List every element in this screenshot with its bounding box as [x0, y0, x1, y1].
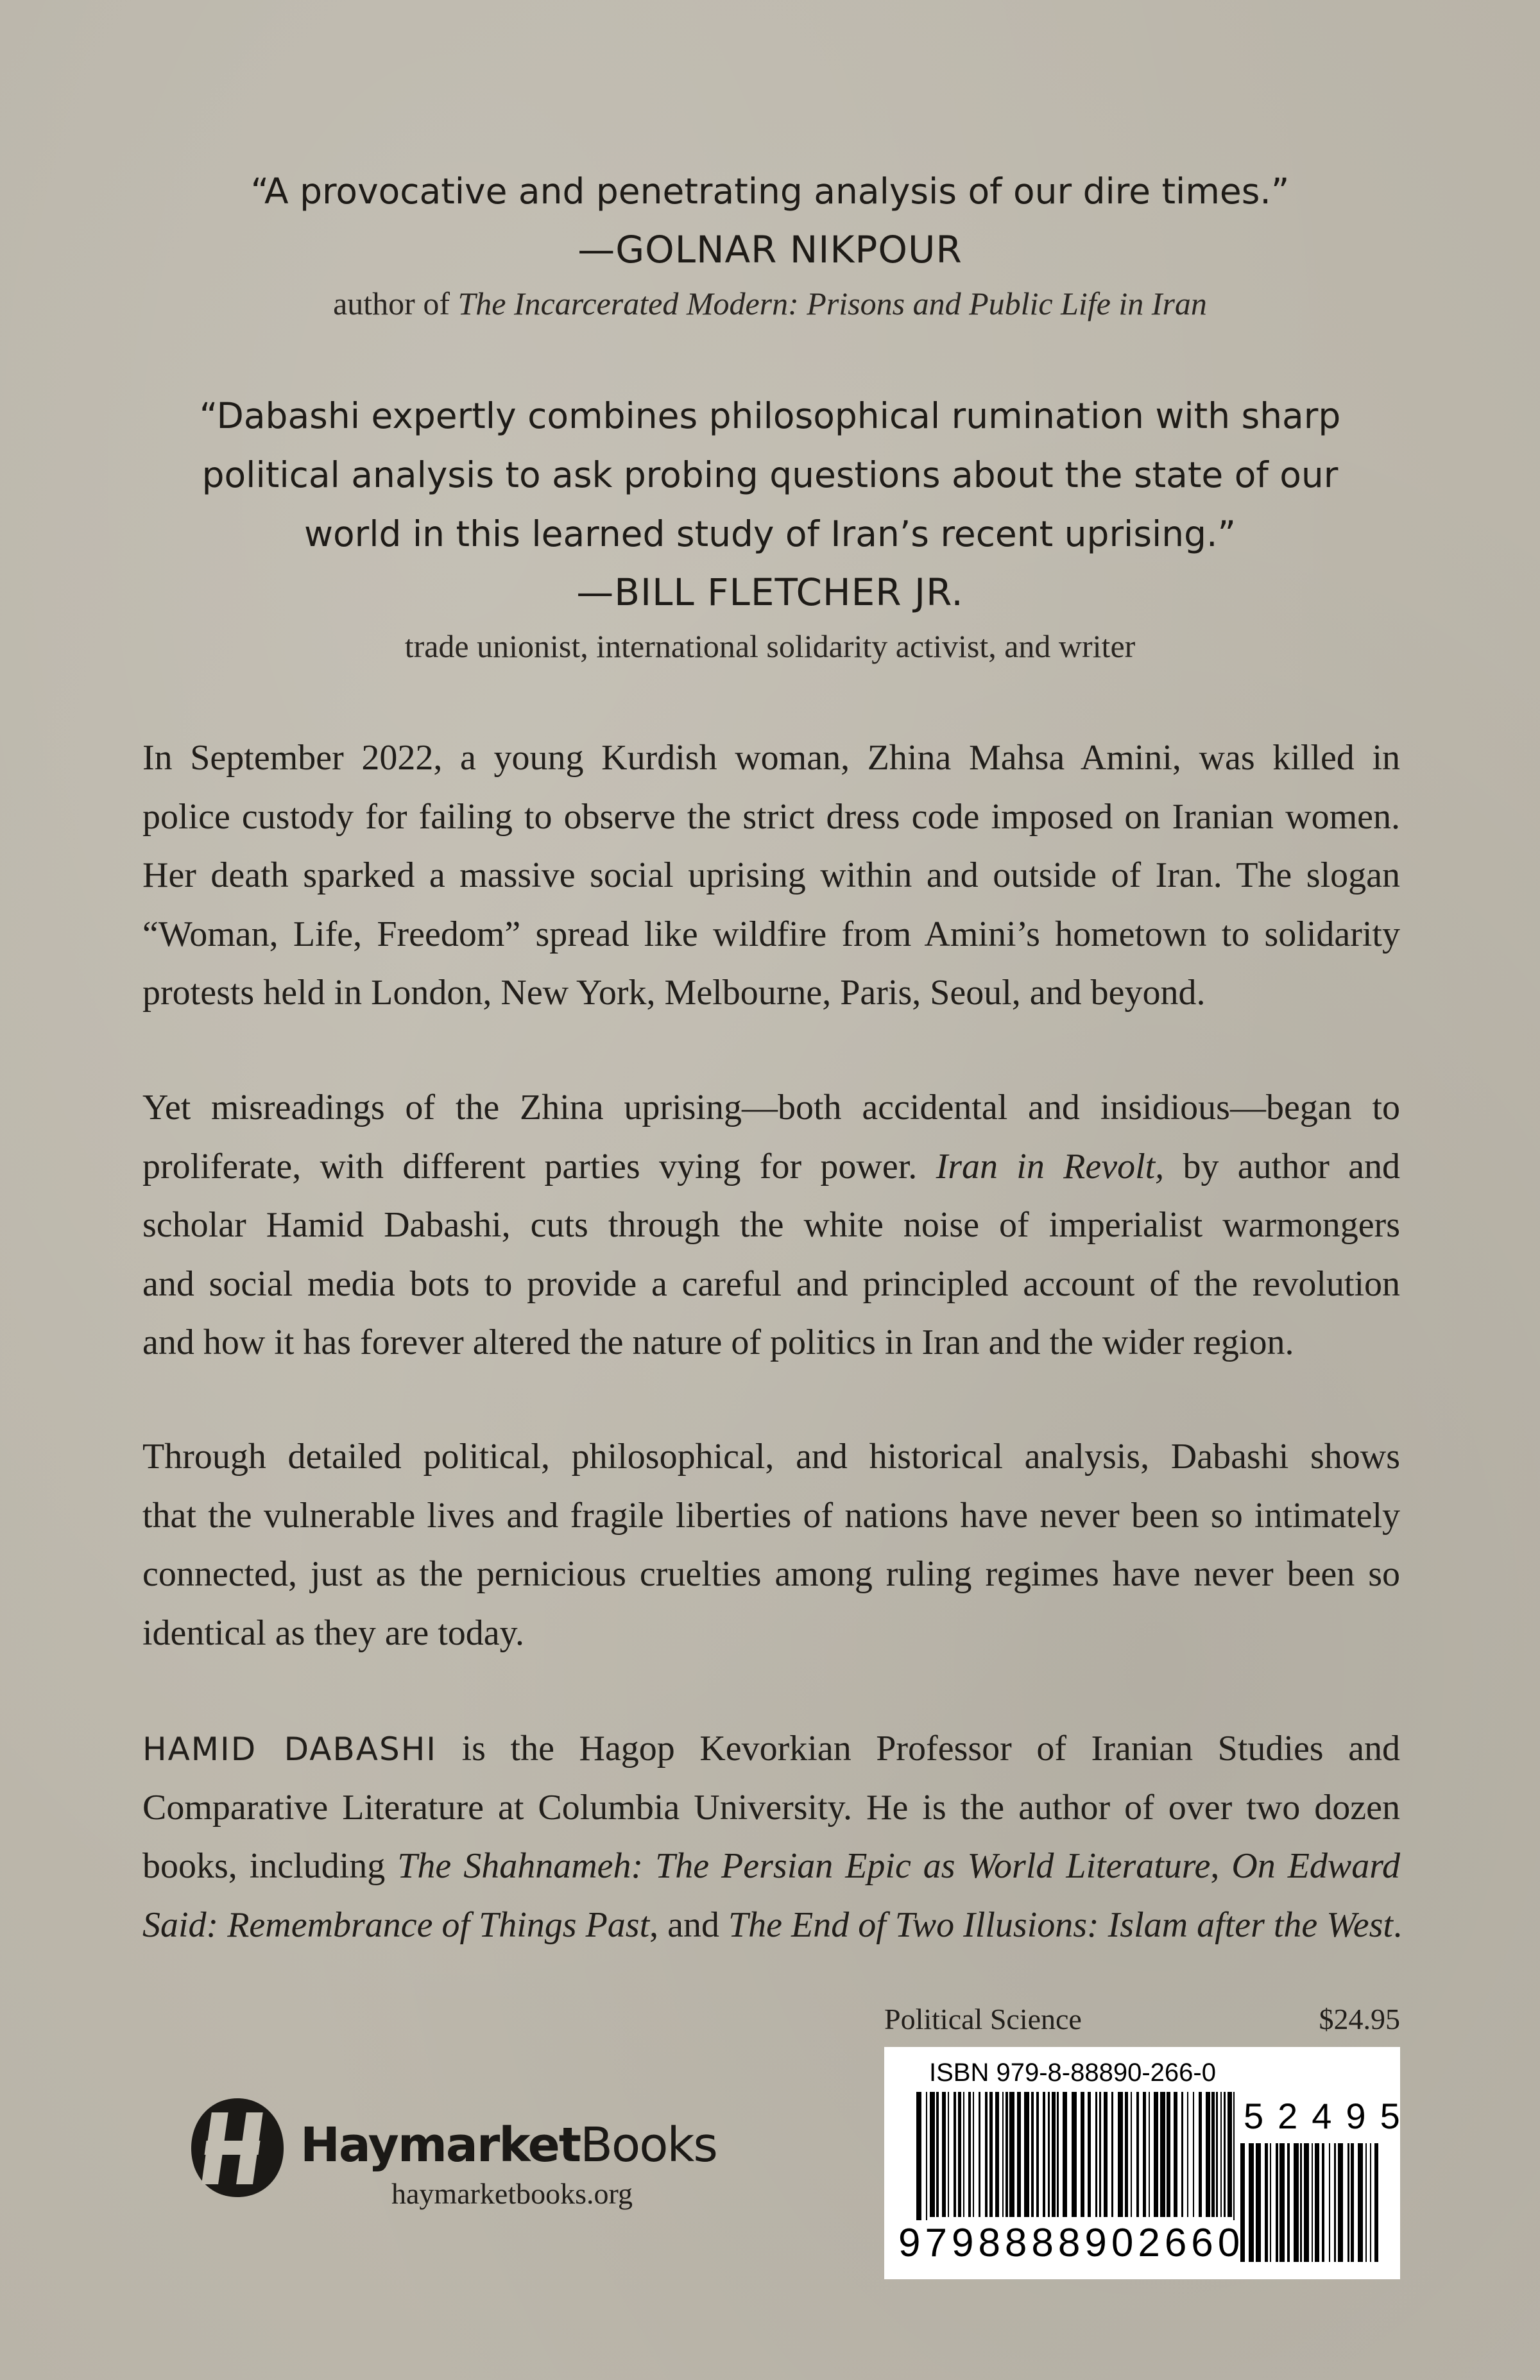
barcode-bar	[1118, 2092, 1123, 2217]
barcode-bar	[989, 2092, 993, 2217]
text-line: Yet misreadings of the Zhina uprising—both accidental and insidious—began to	[142, 1088, 1400, 1127]
publisher-url: haymarketbooks.org	[391, 2177, 633, 2210]
text-line	[142, 1837, 1400, 1896]
barcode-bar	[1043, 2092, 1045, 2217]
barcode-bar	[1125, 2092, 1128, 2217]
text-run: books, including	[142, 1846, 398, 1886]
text-line	[142, 1720, 1400, 1779]
barcode-bar	[1304, 2143, 1309, 2262]
barcode-bar	[1057, 2092, 1059, 2217]
text-line: connected, just as the pernicious cruelties among ruling regimes have never been so	[142, 1554, 1400, 1594]
role-book-title: The Incarcerated Modern: Prisons and Public Life in Iran	[458, 286, 1207, 321]
barcode-bar	[1199, 2092, 1202, 2217]
author-bio	[142, 1720, 1400, 1955]
blurb-attribution-role: trade unionist, international solidarity activist, and writer	[404, 628, 1136, 664]
barcode-bar	[1048, 2092, 1050, 2217]
blurb-quote: “A provocative and penetrating analysis of our dire times.”	[250, 171, 1290, 212]
text-line: In September 2022, a young Kurdish woman, Zhina Mahsa Amini, was killed in	[142, 738, 1400, 778]
barcode-bar	[1279, 2143, 1285, 2262]
text-line: that the vulnerable lives and fragile liberties of nations have never been so intimately	[142, 1495, 1400, 1536]
description-paragraph-1	[142, 729, 1400, 1023]
book-title: Said: Remembrance of Things Past	[142, 1905, 650, 1945]
barcode-bar	[1211, 2092, 1215, 2217]
barcode-bar	[1256, 2143, 1261, 2262]
barcode-bar	[1081, 2092, 1084, 2217]
blurb-attribution-name: —BILL FLETCHER JR.	[576, 570, 964, 614]
barcode-bar	[1009, 2092, 1014, 2217]
barcode-bar	[1276, 2143, 1278, 2262]
barcode-bar	[942, 2092, 946, 2217]
ean-barcode-bars	[916, 2092, 1237, 2220]
text-run: ,	[1210, 1846, 1232, 1886]
barcode-bar	[916, 2092, 921, 2220]
blurb-quote-line: political analysis to ask probing questions about the state of our	[201, 454, 1339, 495]
text-line: Her death sparked a massive social uprising within and outside of Iran. The slogan	[142, 855, 1400, 895]
haymarket-logo-icon	[186, 2093, 289, 2202]
blurb-quote-line: world in this learned study of Iran’s recent uprising.”	[304, 513, 1236, 554]
text-line: and how it has forever altered the nature of politics in Iran and the wider region.	[142, 1323, 1294, 1362]
barcode-bar	[1312, 2143, 1313, 2262]
addon-digits: 52495	[1244, 2096, 1414, 2136]
text-run: is the Hagop Kevorkian Professor of Iranian Studies and	[437, 1729, 1401, 1768]
text-run: proliferate, with different parties vying for power.	[142, 1146, 936, 1186]
barcode-bar	[1334, 2143, 1336, 2262]
barcode-bar	[1131, 2092, 1132, 2217]
blurb-attribution-role	[0, 278, 1540, 329]
book-title: Iran in Revolt,	[936, 1146, 1165, 1186]
text-run: by author and	[1164, 1146, 1400, 1186]
barcode-bar	[1024, 2092, 1029, 2217]
barcode-bar	[1187, 2092, 1188, 2217]
isbn-label: ISBN 979-8-88890-266-0	[929, 2059, 1216, 2087]
barcode-bar	[1300, 2143, 1302, 2262]
barcode-bar	[963, 2092, 964, 2217]
publisher-name	[300, 2118, 717, 2173]
barcode-bar	[1338, 2143, 1343, 2262]
barcode-bar	[930, 2092, 935, 2217]
barcode-bar	[1136, 2092, 1139, 2217]
book-price: $24.95	[1319, 2003, 1400, 2035]
barcode-bar	[1220, 2092, 1222, 2217]
publisher-name-bold: Haymarket	[300, 2118, 581, 2173]
barcode-bar	[985, 2092, 988, 2217]
author-name: HAMID DABASHI	[142, 1731, 438, 1768]
barcode-bar	[1063, 2092, 1067, 2217]
barcode-bar	[1017, 2092, 1021, 2217]
barcode-bar	[1104, 2092, 1108, 2217]
barcode-bar	[1143, 2092, 1146, 2217]
barcode-bar	[1322, 2143, 1324, 2262]
barcode-bar	[1358, 2143, 1363, 2262]
text-line: identical as they are today.	[142, 1613, 524, 1653]
publisher-name-light: Books	[580, 2118, 717, 2173]
barcode-bar	[1365, 2143, 1367, 2262]
blurb-quote-line: “Dabashi expertly combines philosophical rumination with sharp	[199, 395, 1341, 436]
barcode-bar	[1315, 2143, 1319, 2262]
text-run: , and	[649, 1905, 728, 1945]
barcode-bar	[1174, 2092, 1177, 2217]
barcode-bar	[1374, 2143, 1378, 2262]
text-line: Comparative Literature at Columbia University. He is the author of over two dozen	[142, 1787, 1400, 1828]
barcode-bar	[968, 2092, 971, 2217]
barcode-bar	[1270, 2143, 1271, 2262]
blurb-bill-fletcher	[0, 386, 1540, 671]
text-line: scholar Hamid Dabashi, cuts through the white noise of imperialist warmongers	[142, 1205, 1400, 1245]
text-line: protests held in London, New York, Melbourne, Paris, Seoul, and beyond.	[142, 973, 1206, 1013]
description-paragraph-3	[142, 1428, 1400, 1663]
barcode-bar	[1193, 2092, 1194, 2217]
description-paragraph-2	[142, 1079, 1400, 1373]
barcode-bar	[1160, 2092, 1165, 2217]
barcode-bar	[1154, 2092, 1158, 2217]
barcode-bar	[1095, 2092, 1097, 2217]
isbn-barcode	[884, 2047, 1414, 2279]
barcode-bar	[936, 2092, 939, 2217]
barcode-bar	[995, 2092, 999, 2217]
barcode-bar	[1228, 2092, 1232, 2217]
book-title: The End of Two Illusions: Islam after the West	[728, 1905, 1393, 1945]
barcode-bar	[1370, 2143, 1371, 2262]
barcode-bar	[973, 2092, 974, 2217]
barcode-bar	[1002, 2092, 1004, 2217]
barcode-bar	[1072, 2092, 1077, 2217]
barcode-bar	[1216, 2092, 1218, 2217]
barcode-bar	[1099, 2092, 1101, 2217]
barcode-bar	[1224, 2092, 1226, 2217]
role-prefix: author of	[333, 286, 458, 321]
barcode-bar	[979, 2092, 980, 2217]
barcode-bar	[1111, 2092, 1113, 2217]
barcode-bar	[1329, 2143, 1330, 2262]
barcode-bar	[1294, 2143, 1299, 2262]
text-run: .	[1392, 1905, 1402, 1945]
barcode-bar	[954, 2092, 956, 2217]
text-line	[142, 1896, 1400, 1955]
barcode-bar	[1149, 2092, 1150, 2217]
barcode-bar	[1167, 2092, 1170, 2217]
text-line: and social media bots to provide a careful and principled account of the revolution	[142, 1263, 1400, 1304]
barcode-bar	[1249, 2143, 1254, 2262]
barcode-bar	[1031, 2092, 1034, 2217]
barcode-bar	[1351, 2143, 1354, 2262]
barcode-bar	[1088, 2092, 1091, 2217]
blurb-attribution-name: —GOLNAR NIKPOUR	[578, 228, 963, 271]
book-title: The Shahnameh: The Persian Epic as World Literature	[397, 1846, 1211, 1886]
text-line: “Woman, Life, Freedom” spread like wildfire from Amini’s hometown to solidarity	[142, 914, 1400, 954]
blurb-golnar-nikpour	[0, 162, 1540, 329]
barcode-bar	[1348, 2143, 1349, 2262]
barcode-bar	[1265, 2143, 1268, 2262]
barcode-bar	[1005, 2092, 1008, 2217]
barcode-bar	[1206, 2092, 1210, 2217]
barcode-bar	[958, 2092, 961, 2217]
barcode-bar	[1181, 2092, 1183, 2217]
text-line: police custody for failing to observe the strict dress code imposed on Iranian women.	[142, 796, 1400, 837]
book-category: Political Science	[884, 2003, 1082, 2035]
barcode-bar	[926, 2092, 927, 2220]
barcode-bar	[1233, 2092, 1235, 2220]
barcode-bar	[1036, 2092, 1039, 2217]
text-line: Through detailed political, philosophical, and historical analysis, Dabashi shows	[142, 1437, 1400, 1477]
barcode-bar	[1287, 2143, 1290, 2262]
barcode-bar	[1052, 2092, 1056, 2217]
ean-digits: 9798888902660	[898, 2221, 1245, 2265]
book-title: On Edward	[1231, 1846, 1400, 1886]
addon-barcode-bars	[1240, 2143, 1388, 2265]
text-line	[142, 1138, 1400, 1197]
barcode-bar	[948, 2092, 949, 2217]
